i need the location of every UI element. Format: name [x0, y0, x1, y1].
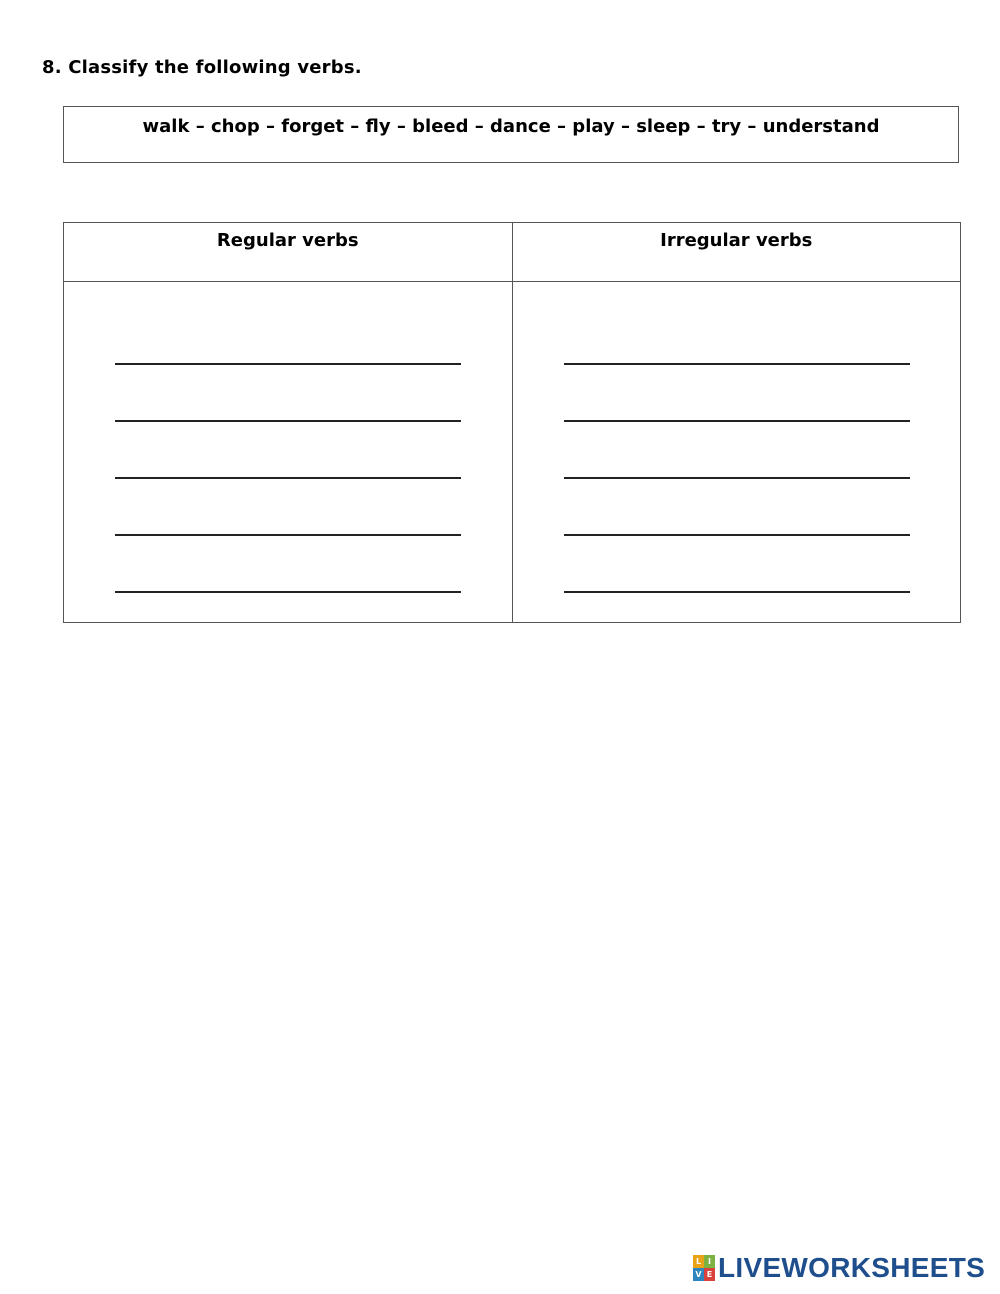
regular-answer-line-1[interactable]	[115, 363, 461, 365]
irregular-answer-line-4[interactable]	[564, 534, 910, 536]
irregular-answer-line-5[interactable]	[564, 591, 910, 593]
word-bank-box	[63, 106, 959, 163]
regular-answer-line-5[interactable]	[115, 591, 461, 593]
irregular-answer-line-3[interactable]	[564, 477, 910, 479]
regular-verbs-answer-cell	[64, 282, 513, 623]
irregular-verbs-answer-cell	[512, 282, 961, 623]
regular-answer-line-2[interactable]	[115, 420, 461, 422]
question-prompt: 8. Classify the following verbs.	[42, 57, 362, 78]
logo-text: LIVEWORKSHEETS	[718, 1252, 986, 1283]
liveworksheets-logo-icon	[693, 1255, 715, 1281]
word-bank-text: walk – chop – forget – fly – bleed – dance – play – sleep – try – understand	[142, 116, 880, 137]
irregular-verbs-header: Irregular verbs	[512, 223, 961, 282]
regular-answer-line-3[interactable]	[115, 477, 461, 479]
table-header-row	[64, 223, 961, 282]
liveworksheets-logo	[693, 1253, 985, 1283]
irregular-answer-line-1[interactable]	[564, 363, 910, 365]
regular-answer-line-4[interactable]	[115, 534, 461, 536]
logo-mark-i: I	[704, 1255, 715, 1268]
logo-mark-e: E	[704, 1268, 715, 1281]
logo-mark-v: V	[693, 1268, 704, 1281]
classification-table	[63, 222, 961, 623]
logo-mark-l: L	[693, 1255, 704, 1268]
irregular-answer-line-2[interactable]	[564, 420, 910, 422]
regular-verbs-header: Regular verbs	[64, 223, 513, 282]
table-answer-row	[64, 282, 961, 623]
